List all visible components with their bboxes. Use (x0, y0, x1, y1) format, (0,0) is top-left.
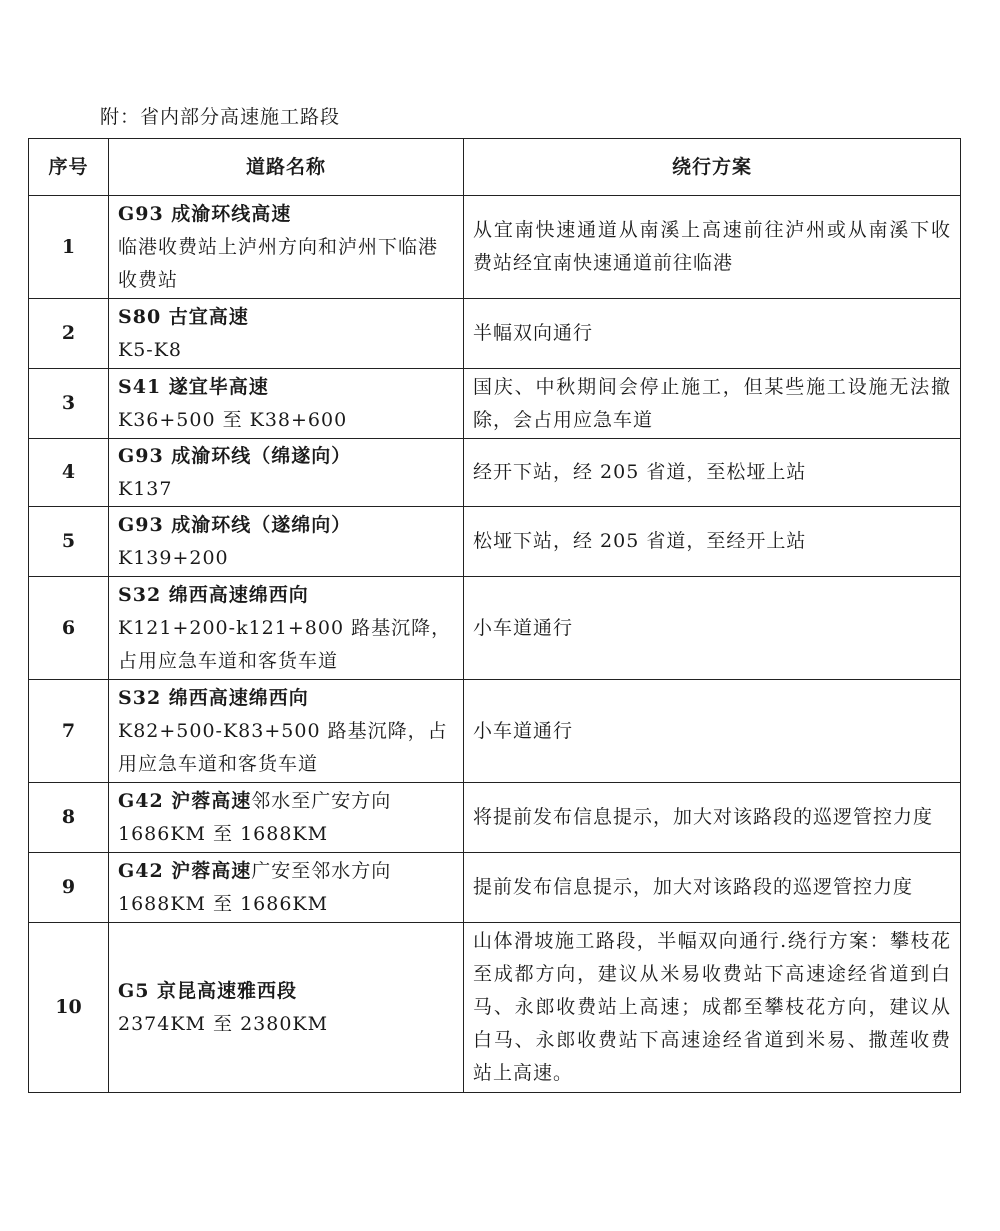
road-name (118, 371, 454, 404)
detour-plan: 小车道通行 (464, 680, 961, 783)
road-name-text: S41 遂宜毕高速 (118, 375, 269, 398)
road-section-detail: K82+500-K83+500 路基沉降，占用应急车道和客货车道 (118, 719, 448, 775)
road-name-text: S32 绵西高速绵西向 (118, 583, 309, 606)
road-name (118, 855, 454, 888)
road-section-detail: 临港收费站上泸州方向和泸州下临港收费站 (118, 235, 439, 291)
row-index: 6 (29, 577, 109, 680)
table-row (29, 196, 961, 299)
road-cell (109, 299, 464, 369)
table-row (29, 507, 961, 577)
road-cell (109, 923, 464, 1093)
detour-plan: 半幅双向通行 (464, 299, 961, 369)
road-name-text: G42 沪蓉高速 (118, 789, 252, 812)
row-index: 2 (29, 299, 109, 369)
row-index: 9 (29, 853, 109, 923)
road-name (118, 682, 454, 715)
road-section-detail: 1688KM 至 1686KM (118, 892, 329, 915)
road-cell (109, 853, 464, 923)
road-name (118, 975, 454, 1008)
road-cell (109, 196, 464, 299)
road-name (118, 301, 454, 334)
table-row (29, 439, 961, 507)
table-row (29, 299, 961, 369)
header-detour-plan: 绕行方案 (464, 139, 961, 196)
header-road-name: 道路名称 (109, 139, 464, 196)
road-section-detail: 2374KM 至 2380KM (118, 1012, 329, 1035)
header-index: 序号 (29, 139, 109, 196)
road-section-detail: K5-K8 (118, 338, 182, 361)
road-direction: 广安至邻水方向 (251, 859, 392, 882)
detour-plan: 小车道通行 (464, 577, 961, 680)
road-name (118, 440, 454, 473)
road-cell (109, 439, 464, 507)
row-index: 10 (29, 923, 109, 1093)
road-name-text: G5 京昆高速雅西段 (118, 979, 298, 1002)
road-cell (109, 680, 464, 783)
detour-plan: 从宜南快速通道从南溪上高速前往泸州或从南溪下收费站经宜南快速通道前往临港 (464, 196, 961, 299)
road-name-text: G93 成渝环线（绵遂向） (118, 444, 352, 467)
road-name-text: G42 沪蓉高速 (118, 859, 252, 882)
table-body (29, 196, 961, 1093)
row-index: 7 (29, 680, 109, 783)
road-name-text: G93 成渝环线高速 (118, 202, 292, 225)
table-row (29, 369, 961, 439)
row-index: 3 (29, 369, 109, 439)
page-caption: 附：省内部分高速施工路段 (100, 106, 341, 128)
road-cell (109, 507, 464, 577)
detour-plan: 经开下站，经 205 省道，至松垭上站 (464, 439, 961, 507)
road-cell (109, 577, 464, 680)
table-row (29, 853, 961, 923)
row-index: 8 (29, 783, 109, 853)
row-index: 4 (29, 439, 109, 507)
road-name (118, 579, 454, 612)
table-row (29, 783, 961, 853)
construction-road-table (28, 138, 961, 1093)
detour-plan: 将提前发布信息提示，加大对该路段的巡逻管控力度 (464, 783, 961, 853)
row-index: 1 (29, 196, 109, 299)
detour-plan: 国庆、中秋期间会停止施工，但某些施工设施无法撤除，会占用应急车道 (464, 369, 961, 439)
road-section-detail: K121+200-k121+800 路基沉降，占用应急车道和客货车道 (118, 616, 452, 672)
road-direction: 邻水至广安方向 (251, 789, 392, 812)
road-section-detail: K36+500 至 K38+600 (118, 408, 348, 431)
road-cell (109, 783, 464, 853)
detour-plan: 山体滑坡施工路段，半幅双向通行.绕行方案：攀枝花至成都方向，建议从米易收费站下高速途经省道到白马、永郎收费站上高速；成都至攀枝花方向，建议从白马、永郎收费站下高速途经省道到米易、撒莲收费站上高速。 (464, 923, 961, 1093)
detour-plan: 松垭下站，经 205 省道，至经开上站 (464, 507, 961, 577)
table-header-row (29, 139, 961, 196)
table-row (29, 577, 961, 680)
road-section-detail: K139+200 (118, 546, 229, 569)
road-name-text: G93 成渝环线（遂绵向） (118, 513, 352, 536)
detour-plan: 提前发布信息提示，加大对该路段的巡逻管控力度 (464, 853, 961, 923)
table-row (29, 923, 961, 1093)
road-name (118, 785, 454, 818)
table-row (29, 680, 961, 783)
road-name-text: S80 古宜高速 (118, 305, 249, 328)
road-name-text: S32 绵西高速绵西向 (118, 686, 309, 709)
road-name (118, 198, 454, 231)
road-section-detail: 1686KM 至 1688KM (118, 822, 329, 845)
road-cell (109, 369, 464, 439)
row-index: 5 (29, 507, 109, 577)
road-name (118, 509, 454, 542)
road-section-detail: K137 (118, 477, 173, 500)
